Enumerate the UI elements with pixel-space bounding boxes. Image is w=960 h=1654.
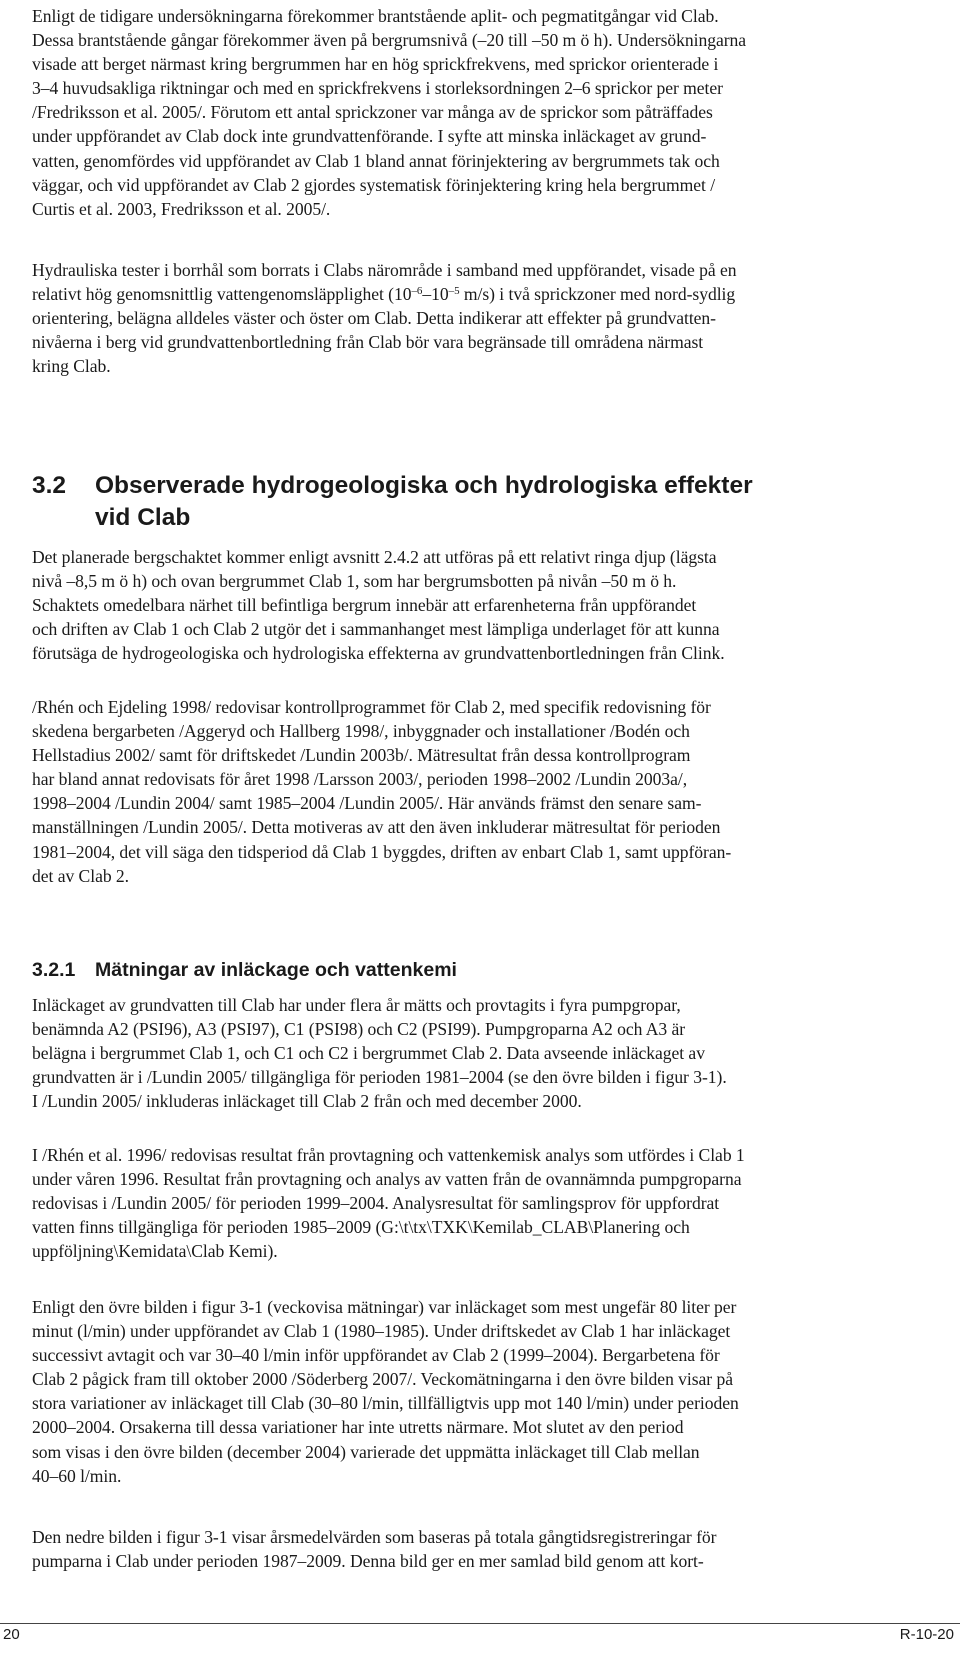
text-line: Curtis et al. 2003, Fredriksson et al. 2005/. [32,198,331,219]
text-line: Hellstadius 2002/ samt för driftskedet /Lundin 2003b/. Mätresultat från dessa kontrollprogram [32,745,691,766]
exponent: –6 [411,285,423,298]
text-line: skedena bergarbeten /Aggeryd och Hallberg 1998/, inbyggnader och installationer /Bodén och [32,721,690,742]
section-number: 3.2 [32,472,67,499]
text-line: /Rhén och Ejdeling 1998/ redovisar kontrollprogrammet för Clab 2, med specifik redovisning för [32,697,711,717]
text-line: I /Rhén et al. 1996/ redovisas resultat från provtagning och vattenkemisk analys som utfördes i Clab 1 [32,1145,745,1165]
text-line: har bland annat redovisats för året 1998 /Larsson 2003/, perioden 1998–2002 /Lundin 2003a/, [32,769,688,790]
text-line: pumparna i Clab under perioden 1987–2009. Denna bild ger en mer samlad bild genom att kort- [32,1551,704,1572]
text-line: Hydrauliska tester i borrhål som borrats i Clabs närområde i samband med uppförandet, visade på en [32,260,737,280]
text-line: uppföljning\Kemidata\Clab Kemi). [32,1241,278,1262]
text-line: stora variationer av inläckaget till Clab (30–80 l/min, tillfälligtvis upp mot 140 l/min) under perioden [32,1393,739,1414]
text-line: /Fredriksson et al. 2005/. Förutom ett antal sprickzoner var många av de sprickor som påträffades [32,102,713,123]
text-line: Dessa brantstående gångar förekommer även på bergrumsnivå (–20 till –50 m ö h). Undersökningarna [32,30,747,51]
text-line: som visas i den övre bilden (december 2004) varierade det uppmätta inläckaget till Clab mellan [32,1441,700,1462]
section-3-2-1-paragraph-4 [32,1525,944,1573]
intro-paragraph-1 [32,4,944,221]
section-3-2-1-paragraph-3 [32,1295,944,1488]
text-line: vatten, genomfördes vid uppförandet av Clab 1 bland annat förinjektering av bergrummets tak och [32,150,720,171]
section-3-2-paragraph-1 [32,545,944,665]
text-line: väggar, och vid uppförandet av Clab 2 gjordes systematisk förinjektering kring hela bergrummet / [32,174,716,195]
text-line: Schaktets omedelbara närhet till befintliga bergrum innebär att erfarenheterna från uppförandet [32,595,697,616]
exponent: –5 [448,285,460,298]
page-footer [0,1623,960,1654]
text-line: Clab 2 pågick fram till oktober 2000 /Söderberg 2007/. Veckomätningarna i den övre bilden visar på [32,1369,733,1390]
text-line: I /Lundin 2005/ inkluderas inläckaget till Clab 2 från och med december 2000. [32,1091,582,1112]
section-title [95,470,915,534]
text-line: successivt avtagit och var 30–40 l/min inför uppförandet av Clab 2 (1999–2004). Bergarbetena för [32,1345,720,1366]
section-heading-3-2 [32,470,944,536]
text-line: manställningen /Lundin 2005/. Detta motiveras av att den även inkluderar mätresultat för perioden [32,817,721,838]
text-line: 1998–2004 /Lundin 2004/ samt 1985–2004 /Lundin 2005/. Här används främst den senare sam- [32,793,702,814]
text-line: redovisas i /Lundin 2005/ för perioden 1999–2004. Analysresultat för samlingsprov för uppfordrat [32,1193,720,1214]
text-line: visade att berget närmast kring bergrummen har en hög sprickfrekvens, med sprickor orienterade i [32,54,719,75]
text-line: benämnda A2 (PSI96), A3 (PSI97), C1 (PSI98) och C2 (PSI99). Pumpgroparna A2 och A3 är [32,1019,686,1040]
text-line: Enligt de tidigare undersökningarna förekommer brantstående aplit- och pegmatitgångar vid Clab. [32,6,719,26]
text-line: orientering, belägna alldeles väster och öster om Clab. Detta indikerar att effekter på grundvatten- [32,308,716,329]
intro-paragraph-2 [32,258,944,378]
section-3-2-1-paragraph-2 [32,1143,944,1263]
text-line: nivåerna i berg vid grundvattenbortledning från Clab bör vara begränsade till områdena närmast [32,332,704,353]
section-heading-3-2-1 [32,957,944,985]
text-line: det av Clab 2. [32,865,130,886]
text-run: m/s) i två sprickzoner med nord-sydlig [459,284,736,305]
section-title: Mätningar av inläckage och vattenkemi [95,959,457,981]
section-3-2-1-paragraph-1 [32,993,944,1113]
text-line: kring Clab. [32,356,111,377]
text-line: under våren 1996. Resultat från provtagning och analys av vatten från de ovannämnda pumpgroparna [32,1169,742,1190]
section-number: 3.2.1 [32,959,76,981]
text-line: nivå –8,5 m ö h) och ovan bergrummet Clab 1, som har bergrumsbotten på nivån –50 m ö h. [32,571,677,592]
section-title-line: Observerade hydrogeologiska och hydrologiska effekter [95,472,753,499]
page-number: 20 [3,1626,20,1643]
text-line: vatten finns tillgängliga för perioden 1985–2009 (G:\t\tx\TXK\Kemilab_CLAB\Planering och [32,1217,690,1238]
text-line-with-exponents [32,282,944,306]
text-line: 2000–2004. Orsakerna till dessa variationer har inte utretts närmare. Mot slutet av den period [32,1417,684,1438]
text-line: förutsäga de hydrogeologiska och hydrologiska effekterna av grundvattenbortledningen från Clink. [32,643,725,664]
text-line: Enligt den övre bilden i figur 3-1 (veckovisa mätningar) var inläckaget som mest ungefär 80 liter per [32,1297,737,1317]
text-line: 3–4 huvudsakliga riktningar och med en sprickfrekvens i storleksordningen 2–6 sprickor per meter [32,78,723,99]
text-line: Den nedre bilden i figur 3-1 visar årsmedelvärden som baseras på totala gångtidsregistreringar för [32,1527,717,1547]
text-line: 1981–2004, det vill säga den tidsperiod då Clab 1 byggdes, driften av enbart Clab 1, samt uppföran- [32,841,732,862]
text-line: under uppförandet av Clab dock inte grundvattenförande. I syfte att minska inläckaget av grund- [32,126,707,147]
text-line: grundvatten är i /Lundin 2005/ tillgängliga för perioden 1981–2004 (se den övre bilden i figur 3-1). [32,1067,727,1088]
report-id: R-10-20 [899,1626,954,1643]
section-3-2-paragraph-2 [32,695,944,888]
section-title-line: vid Clab [95,504,191,531]
text-line: 40–60 l/min. [32,1465,122,1486]
text-line: och driften av Clab 1 och Clab 2 utgör det i sammanhanget mest lämpliga underlaget för att kunna [32,619,720,640]
text-line: belägna i bergrummet Clab 1, och C1 och C2 i bergrummet Clab 2. Data avseende inläckaget av [32,1043,705,1064]
text-run: –10 [422,284,449,305]
text-line: Inläckaget av grundvatten till Clab har under flera år mätts och provtagits i fyra pumpgropar, [32,995,681,1015]
text-line: minut (l/min) under uppförandet av Clab 1 (1980–1985). Under driftskedet av Clab 1 har inläckaget [32,1321,731,1342]
text-line: Det planerade bergschaktet kommer enligt avsnitt 2.4.2 att utföras på ett relativt ringa djup (lägsta [32,547,717,567]
text-run: relativt hög genomsnittlig vattengenomsläpplighet (10 [32,284,412,305]
